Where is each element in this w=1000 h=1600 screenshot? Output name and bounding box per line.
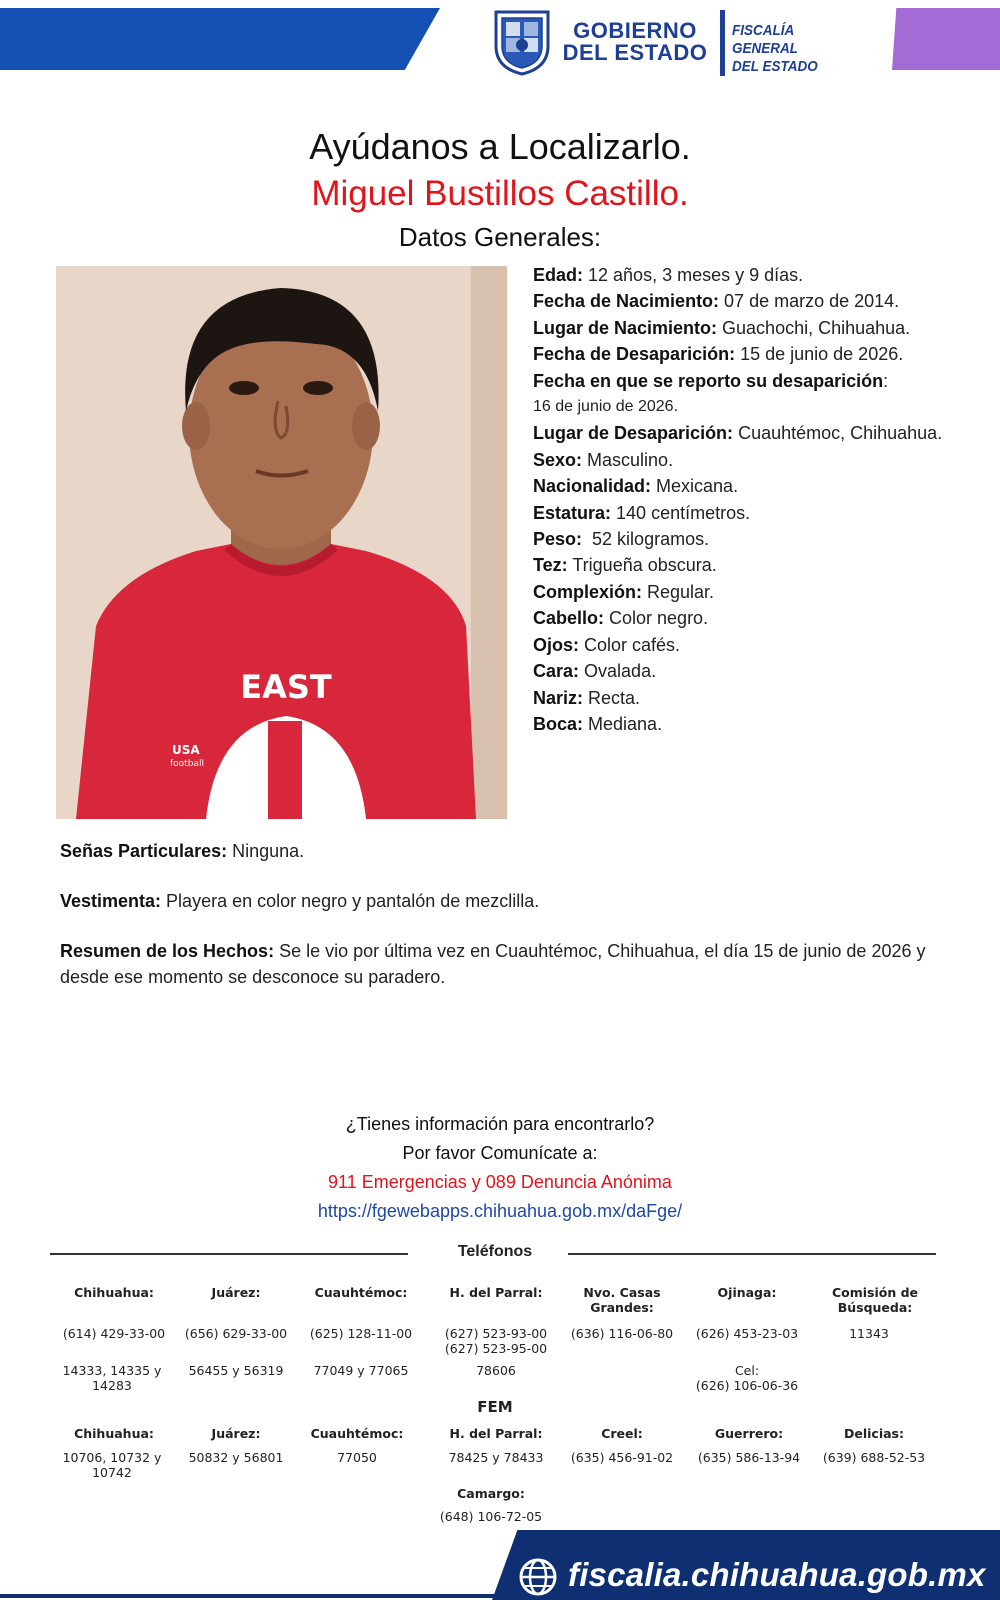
phone-number: 11343 [849, 1326, 889, 1341]
phone-number: (636) 116-06-80 [570, 1326, 674, 1341]
contact-question: ¿Tienes información para encontrarlo? [345, 1114, 655, 1134]
phone-ext: 77049 y 77065 [313, 1363, 409, 1378]
phone-ext: 14333, 14335 y 14283 [62, 1363, 162, 1393]
field-lugar-desaparicion [533, 420, 953, 446]
contact-url-link[interactable]: https://fgewebapps.chihuahua.gob.mx/daFge/ [317, 1201, 683, 1221]
field-value: 140 centímetros. [611, 502, 751, 523]
field-value: 07 de marzo de 2014. [719, 291, 900, 312]
field-label: Fecha de Desaparición: [533, 344, 736, 365]
field-value: Color negro. [604, 608, 709, 629]
phone-city: Nvo. Casas Grandes: [583, 1285, 661, 1315]
datos-generales-list [533, 262, 953, 737]
fem-phone: (635) 456-91-02 [570, 1450, 674, 1465]
field-value: 15 de junio de 2026. [735, 344, 904, 365]
fem-phone: 50832 y 56801 [188, 1450, 284, 1465]
vestimenta [60, 888, 930, 914]
senas-value: Ninguna. [227, 841, 305, 861]
vestimenta-label: Vestimenta: [60, 891, 162, 911]
logo-divider [720, 10, 725, 76]
field-label: Boca: [533, 713, 584, 734]
phone-number: (627) 523-93-00 (627) 523-95-00 [444, 1326, 548, 1356]
fem-title: FEM [477, 1398, 513, 1416]
header-purple-band [892, 8, 1000, 70]
gobierno-del-estado-logo [560, 20, 710, 64]
page-title: Ayúdanos a Localizarlo. [309, 126, 691, 167]
resumen-label: Resumen de los Hechos: [60, 941, 275, 961]
phone-city: Chihuahua: [74, 1285, 154, 1300]
phone-number: (656) 629-33-00 [184, 1326, 288, 1341]
telefonos-divider-right [568, 1253, 936, 1255]
field-value: 12 años, 3 meses y 9 días. [583, 265, 804, 285]
phone-ext: 78606 [476, 1363, 516, 1378]
footer-line [0, 1594, 500, 1598]
phone-ext: Cel: (626) 106-06-36 [695, 1363, 799, 1393]
field-value: Color cafés. [579, 634, 681, 655]
field-cara [533, 658, 953, 684]
phone-number: (614) 429-33-00 [62, 1326, 166, 1341]
missing-person-photo [56, 266, 507, 819]
fiscalia-logo [732, 22, 849, 76]
phone-city: Comisión de Búsqueda: [831, 1285, 919, 1315]
contact-please: Por favor Comunícate a: [402, 1143, 598, 1163]
field-value: Recta. [583, 687, 641, 708]
fem-phone: 78425 y 78433 [448, 1450, 544, 1465]
field-boca [533, 711, 953, 737]
phone-number: (625) 128-11-00 [309, 1326, 413, 1341]
phone-number: (626) 453-23-03 [695, 1326, 799, 1341]
section-title: Datos Generales: [398, 222, 602, 252]
phone-ext: 56455 y 56319 [188, 1363, 284, 1378]
field-sexo [533, 447, 953, 473]
field-label: Cabello: [533, 608, 605, 629]
fem-city-camargo: Camargo: [457, 1486, 525, 1501]
phone-city: H. del Parral: [449, 1285, 543, 1300]
senas-label: Señas Particulares: [60, 841, 228, 861]
field-label: Complexión: [533, 581, 643, 602]
header-blue-band [0, 8, 440, 70]
field-nariz [533, 685, 953, 711]
footer-url-link[interactable]: fiscalia.chihuahua.gob.mx [568, 1556, 986, 1593]
vestimenta-value: Playera en color negro y pantalón de mezclilla. [161, 891, 540, 911]
field-label: Nacionalidad: [533, 476, 652, 497]
field-estatura [533, 500, 953, 526]
field-fecha-reporte-value [533, 394, 953, 420]
field-label: Fecha en que se reporto su desaparición [533, 370, 884, 391]
field-tez [533, 552, 953, 578]
fem-phone-camargo: (648) 106-72-05 [439, 1509, 543, 1524]
field-value: Trigueña obscura. [567, 555, 717, 576]
field-value: : [883, 370, 889, 391]
phone-city: Ojinaga: [717, 1285, 777, 1300]
fem-phone: 77050 [337, 1450, 377, 1465]
field-label: Fecha de Nacimiento: [533, 291, 720, 312]
field-lugar-nacimiento [533, 315, 953, 341]
field-nacionalidad [533, 473, 953, 499]
field-value: 52 kilogramos. [582, 529, 710, 550]
shirt-small-text-1: USA [172, 743, 200, 757]
field-complexion [533, 579, 953, 605]
shirt-small-text-2: football [170, 759, 204, 769]
field-label: Ojos: [533, 634, 580, 655]
field-value: Masculino. [582, 449, 674, 470]
state-seal-icon [492, 8, 552, 76]
resumen-value: Se le vio por última vez en Cuauhtémoc, Chihuahua, el día 15 de junio de 2026 y desde ese momento se desconoce su paradero. [60, 941, 926, 987]
fem-city: Creel: [601, 1426, 643, 1441]
field-label: Peso: [533, 529, 583, 550]
gobierno-line1: GOBIERNO [573, 18, 697, 43]
fem-city: H. del Parral: [449, 1426, 543, 1441]
fem-city: Guerrero: [714, 1426, 784, 1441]
telefonos-divider-left [50, 1253, 408, 1255]
field-label: Estatura: [533, 502, 612, 523]
phone-city: Cuauhtémoc: [314, 1285, 408, 1300]
field-label: Cara: [533, 661, 580, 682]
fem-phone: (635) 586-13-94 [697, 1450, 801, 1465]
fem-city: Chihuahua: [74, 1426, 154, 1441]
resumen-hechos [60, 938, 930, 990]
field-value: Mediana. [583, 713, 663, 734]
field-label: Sexo: [533, 449, 583, 470]
field-fecha-reporte [533, 368, 953, 394]
field-fecha-nacimiento [533, 288, 953, 314]
fem-city: Juárez: [211, 1426, 261, 1441]
field-value: Guachochi, Chihuahua. [717, 317, 911, 338]
contact-emergency: 911 Emergencias y 089 Denuncia Anónima [328, 1172, 672, 1192]
field-label: Nariz: [533, 687, 584, 708]
fem-phone: 10706, 10732 y 10742 [62, 1450, 162, 1480]
fem-city: Cuauhtémoc: [310, 1426, 404, 1441]
field-value: Mexicana. [651, 476, 739, 497]
gobierno-line2: DEL ESTADO [562, 40, 708, 65]
field-value: Ovalada. [579, 661, 657, 682]
missing-person-name: Miguel Bustillos Castillo. [311, 174, 689, 213]
field-label: Tez: [533, 555, 568, 576]
fem-phone: (639) 688-52-53 [822, 1450, 926, 1465]
field-label: Lugar de Nacimiento: [533, 317, 718, 338]
telefonos-title: Teléfonos [457, 1243, 533, 1260]
field-label: Lugar de Desaparición: [533, 423, 734, 444]
shirt-text: EAST [240, 668, 332, 706]
field-value: Cuauhtémoc, Chihuahua. [733, 423, 943, 444]
field-ojos [533, 632, 953, 658]
fiscalia-line1: FISCALÍA GENERAL [732, 22, 799, 57]
globe-icon [518, 1557, 558, 1597]
phone-city: Juárez: [211, 1285, 261, 1300]
field-value: Regular. [642, 581, 715, 602]
field-value: 16 de junio de 2026. [533, 398, 679, 416]
field-cabello [533, 605, 953, 631]
field-fecha-desaparicion [533, 341, 953, 367]
field-label: Edad: [533, 265, 584, 285]
field-edad [533, 262, 953, 288]
fiscalia-line2: DEL ESTADO [732, 58, 818, 75]
fem-city: Delicias: [844, 1426, 904, 1441]
senas-particulares [60, 838, 930, 864]
field-peso [533, 526, 953, 552]
